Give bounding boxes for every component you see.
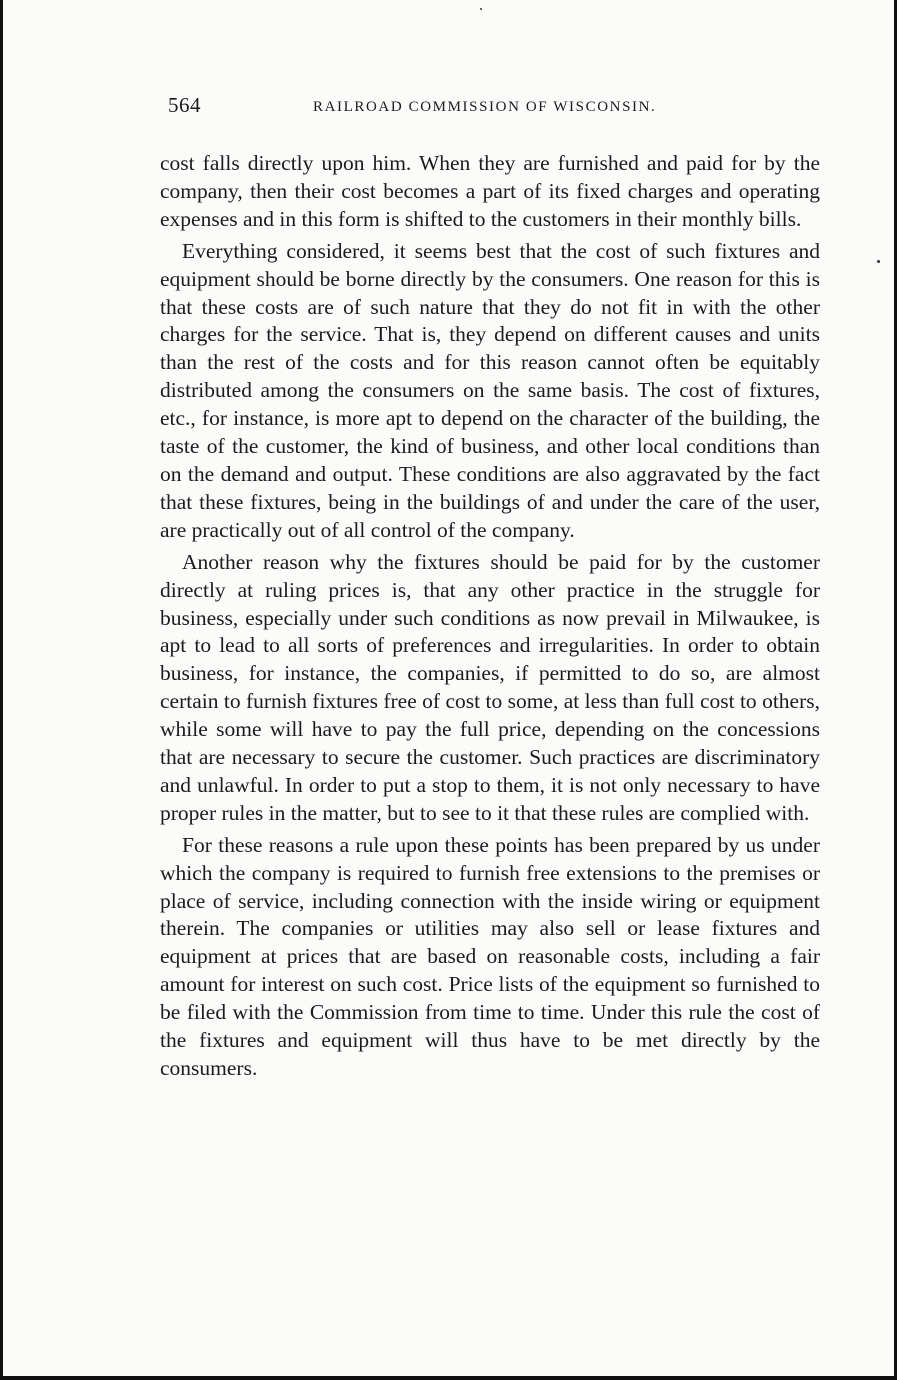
page-number: 564 [168,93,201,117]
scan-speck [877,260,880,263]
paragraph-1: cost falls directly upon him. When they are furnished and paid for by the company, then their cost becomes a part of its fixed charges and operating expenses and in this form is shifted to the customers in their monthly bills. [160,151,820,231]
scan-border-bottom [0,1376,897,1380]
page-header [168,93,688,123]
running-head: RAILROAD COMMISSION OF WISCONSIN. [313,99,657,115]
paragraph-3: Another reason why the fixtures should be paid for by the customer directly at ruling prices is, that any other practice in the struggle for business, especially under such conditions as now prevail in Milwaukee, is apt to lead to all sorts of preferences and irregularities. In order to obtain business, for instance, the companies, if permitted to do so, are almost certain to furnish fixtures free of cost to some, at less than full cost to others, while some will have to pay the full price, depending on the concessions that are necessary to secure the customer. Such practices are discriminatory and unlawful. In order to put a stop to them, it is not only necessary to have proper rules in the matter, but to see to it that these rules are complied with. [160,549,820,825]
scan-speck [480,8,482,10]
paragraph-4: For these reasons a rule upon these points has been prepared by us under which the company is required to furnish free extensions to the premises or place of service, including connection with the inside wiring or equipment therein. The companies or utilities may also sell or lease fixtures and equipment at prices that are based on reasonable costs, including a fair amount for interest on such cost. Price lists of the equipment so furnished to be filed with the Commission from time to time. Under this rule the cost of the fixtures and equipment will thus have to be met directly by the consumers. [160,832,820,1080]
body-text [160,150,820,1087]
paragraph-2: Everything considered, it seems best that the cost of such fixtures and equipment should be borne directly by the consumers. One reason for this is that these costs are of such nature that they do not fit in with the other charges for the service. That is, they depend on different causes and units than the rest of the costs and for this reason cannot often be equitably distributed among the consumers on the same basis. The cost of fixtures, etc., for instance, is more apt to depend on the character of the building, the taste of the customer, the kind of business, and other local conditions than on the demand and output. These conditions are also aggravated by the fact that these fixtures, being in the buildings of and under the care of the user, are practically out of all control of the company. [160,238,820,542]
scan-border-left [0,0,3,1380]
